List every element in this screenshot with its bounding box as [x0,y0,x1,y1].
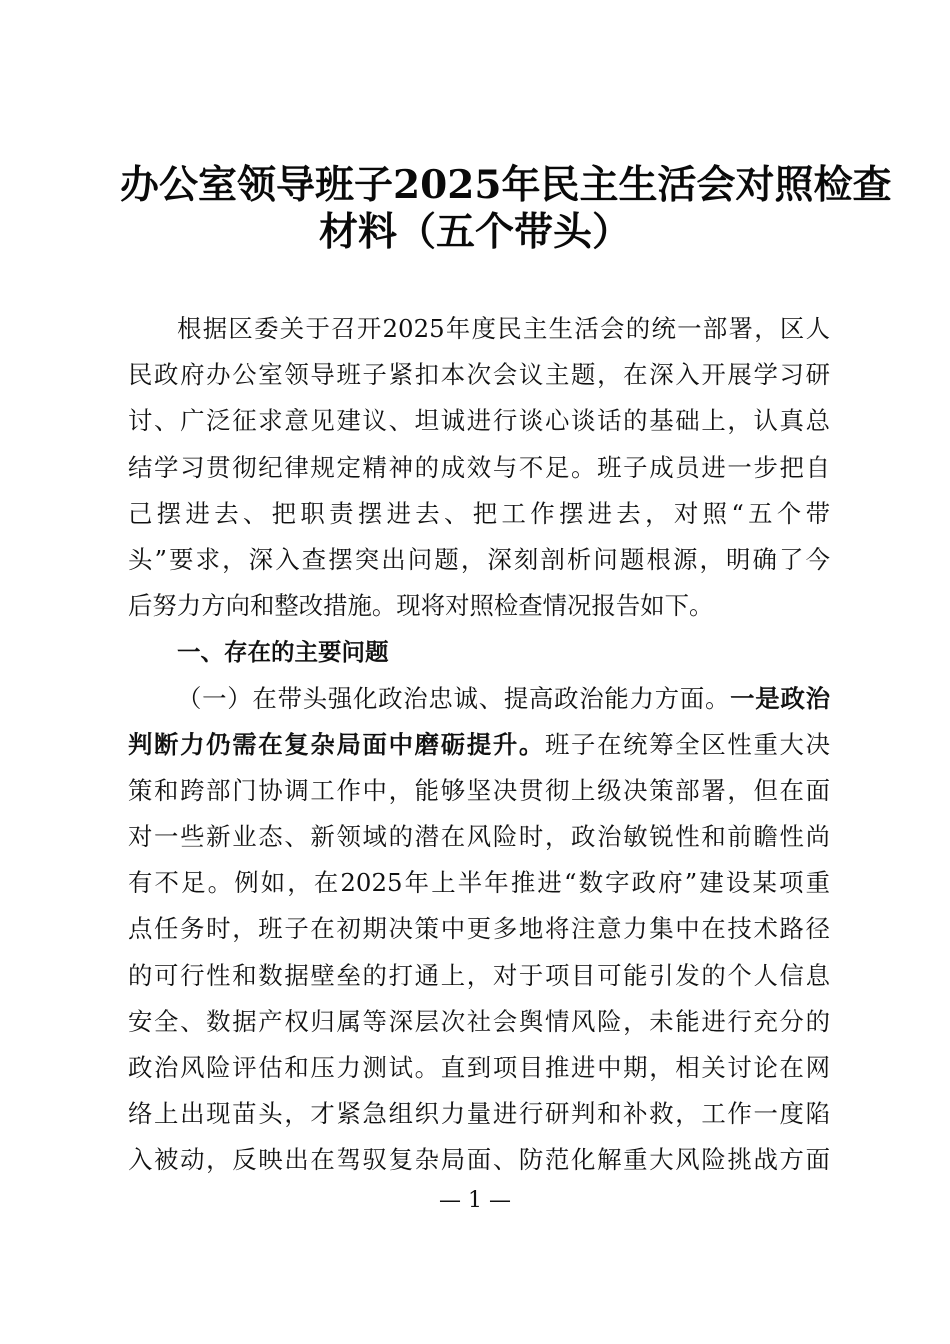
title-line-2: 材料（五个带头） [318,209,631,255]
paragraph-2-lead-text: （一）在带头强化政治忠诚、提高政治能力方面。 [177,683,731,713]
paragraph-1-line: 讨、广泛征求意见建议、坦诚进行谈心谈话的基础上，认真总 [128,406,830,436]
paragraph-2-line: 政治风险评估和压力测试。直到项目推进中期，相关讨论在网 [128,1053,830,1082]
paragraph-1-line: 后努力方向和整改措施。现将对照检查情况报告如下。 [128,591,714,621]
document-body [128,306,830,1184]
paragraph-1-line: 根据区委关于召开2025年度民主生活会的统一部署，区人 [177,314,830,343]
paragraph-2-line: 安全、数据产权归属等深层次社会舆情风险，未能进行充分的 [128,1006,830,1036]
paragraph-1-line: 头”要求，深入查摆突出问题，深刻剖析问题根源，明确了今 [128,544,830,574]
paragraph-2-line: 入被动，反映出在驾驭复杂局面、防范化解重大风险挑战方面 [128,1145,830,1175]
paragraph-2-bold-start: 一是政治 [730,683,830,713]
paragraph-2-bold-end: 判断力仍需在复杂局面中磨砺提升。 [128,729,545,759]
paragraph-2-line: 点任务时，班子在初期决策中更多地将注意力集中在技术路径 [128,914,830,944]
paragraph-2-line: 策和跨部门协调工作中，能够坚决贯彻上级决策部署，但在面 [128,775,830,805]
paragraph-2-line: 络上出现苗头，才紧急组织力量进行研判和补救，工作一度陷 [128,1099,830,1129]
paragraph-2-line: 的可行性和数据壁垒的打通上，对于项目可能引发的个人信息 [128,960,830,990]
paragraph-1-line: 结学习贯彻纪律规定精神的成效与不足。班子成员进一步把自 [128,452,830,482]
paragraph-2-text: 班子在统筹全区性重大决 [544,729,830,759]
paragraph-2-line: 有不足。例如，在2025年上半年推进“数字政府”建设某项重 [128,868,830,898]
paragraph-1-line: 民政府办公室领导班子紧扣本次会议主题，在深入开展学习研 [128,360,830,390]
page-number: — 1 — [439,1188,511,1213]
paragraph-2-line: 对一些新业态、新领域的潜在风险时，政治敏锐性和前瞻性尚 [128,822,830,852]
paragraph-1-line: 己摆进去、把职责摆进去、把工作摆进去，对照“五个带 [128,498,830,528]
title-line-1: 办公室领导班子2025年民主生活会对照检查 [120,162,892,208]
section-heading: 一、存在的主要问题 [177,638,389,667]
paragraph-2-line [128,722,830,768]
paragraph-2-line [128,676,830,722]
document-title [120,162,892,256]
